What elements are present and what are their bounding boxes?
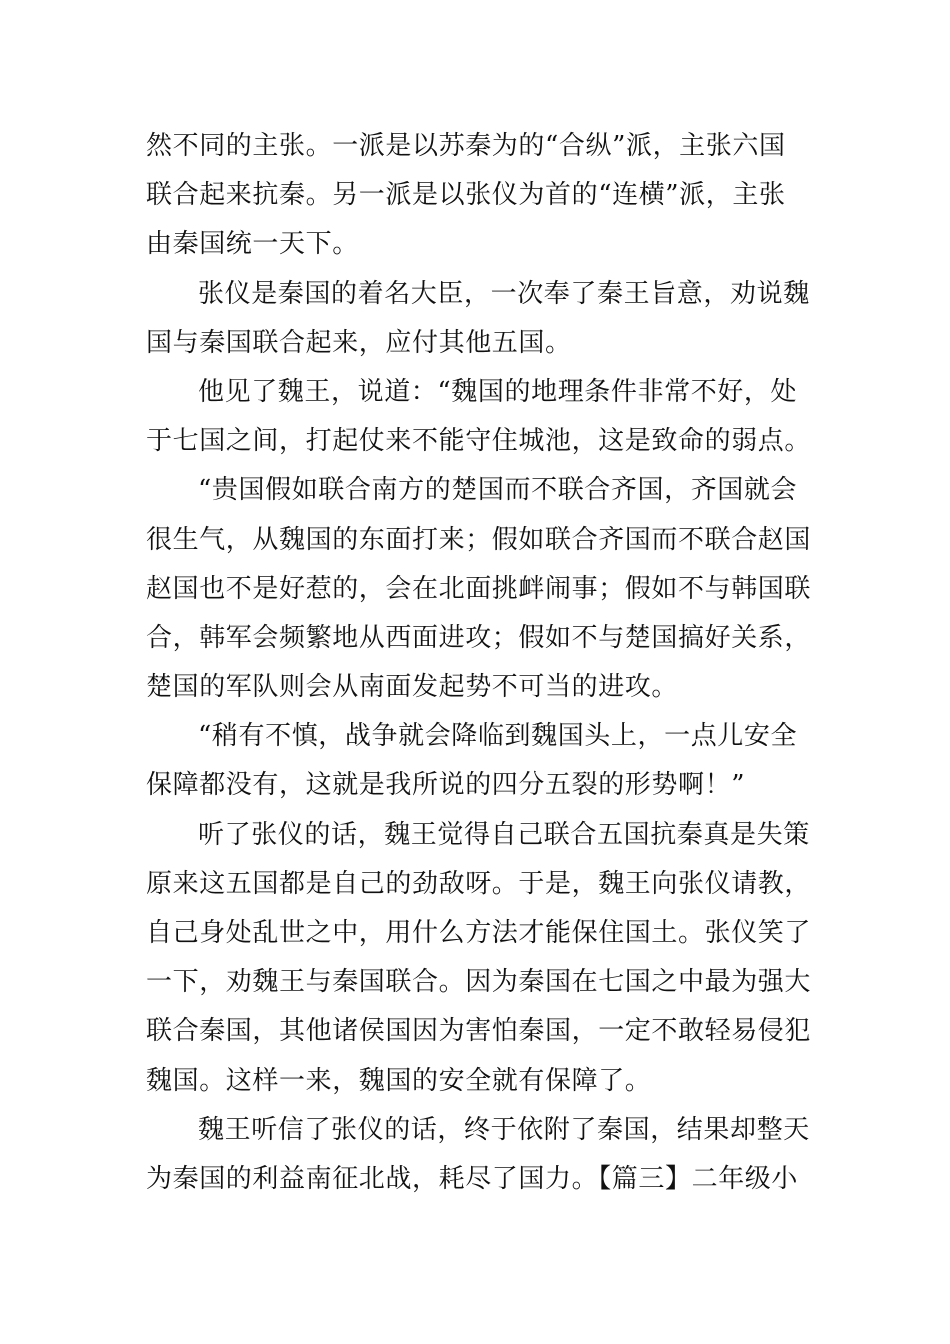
text-line: 联合秦国，其他诸侯国因为害怕秦国，一定不敢轻易侵犯: [146, 1016, 812, 1047]
text-line: 原来这五国都是自己的劲敌呀。于是，魏王向张仪请教，: [146, 868, 812, 899]
paragraph-start-line: 魏王听信了张仪的话，终于依附了秦国，结果却整天: [198, 1114, 810, 1145]
paragraph-start-line: 张仪是秦国的着名大臣，一次奉了秦王旨意，劝说魏: [198, 278, 810, 309]
text-line: 楚国的军队则会从南面发起势不可当的进攻。: [146, 672, 679, 703]
text-line: 保障都没有，这就是我所说的四分五裂的形势啊！”: [146, 770, 746, 801]
paragraph-start-line: “贵国假如联合南方的楚国而不联合齐国，齐国就会: [198, 475, 798, 506]
text-line: 赵国也不是好惹的，会在北面挑衅闹事；假如不与韩国联: [146, 573, 812, 604]
paragraph-start-line: “稍有不慎，战争就会降临到魏国头上，一点儿安全: [198, 721, 798, 752]
text-line: 很生气，从魏国的东面打来；假如联合齐国而不联合赵国: [146, 524, 812, 555]
paragraph-start-line: 他见了魏王，说道：“魏国的地理条件非常不好，处: [198, 376, 798, 407]
text-line: 国与秦国联合起来，应付其他五国。: [146, 327, 572, 358]
text-line: 自己身处乱世之中，用什么方法才能保住国土。张仪笑了: [146, 918, 812, 948]
text-line: 魏国。这样一来，魏国的安全就有保障了。: [146, 1065, 652, 1096]
text-line: 于七国之间，打起仗来不能守住城池，这是致命的弱点。: [146, 426, 812, 457]
text-line: 一下，劝魏王与秦国联合。因为秦国在七国之中最为强大: [146, 967, 812, 998]
text-line: 为秦国的利益南征北战，耗尽了国力。【篇三】二年级小: [146, 1163, 799, 1194]
body-text: [146, 122, 812, 1204]
text-line: 合，韩军会频繁地从西面进攻；假如不与楚国搞好关系，: [146, 622, 812, 653]
text-line: 联合起来抗秦。另一派是以张仪为首的“连横”派，主张: [146, 180, 786, 211]
text-line: 由秦国统一天下。: [146, 229, 359, 260]
text-line: 然不同的主张。一派是以苏秦为的“合纵”派，主张六国: [146, 131, 786, 161]
paragraph-start-line: 听了张仪的话，魏王觉得自己联合五国抗秦真是失策: [198, 819, 810, 850]
